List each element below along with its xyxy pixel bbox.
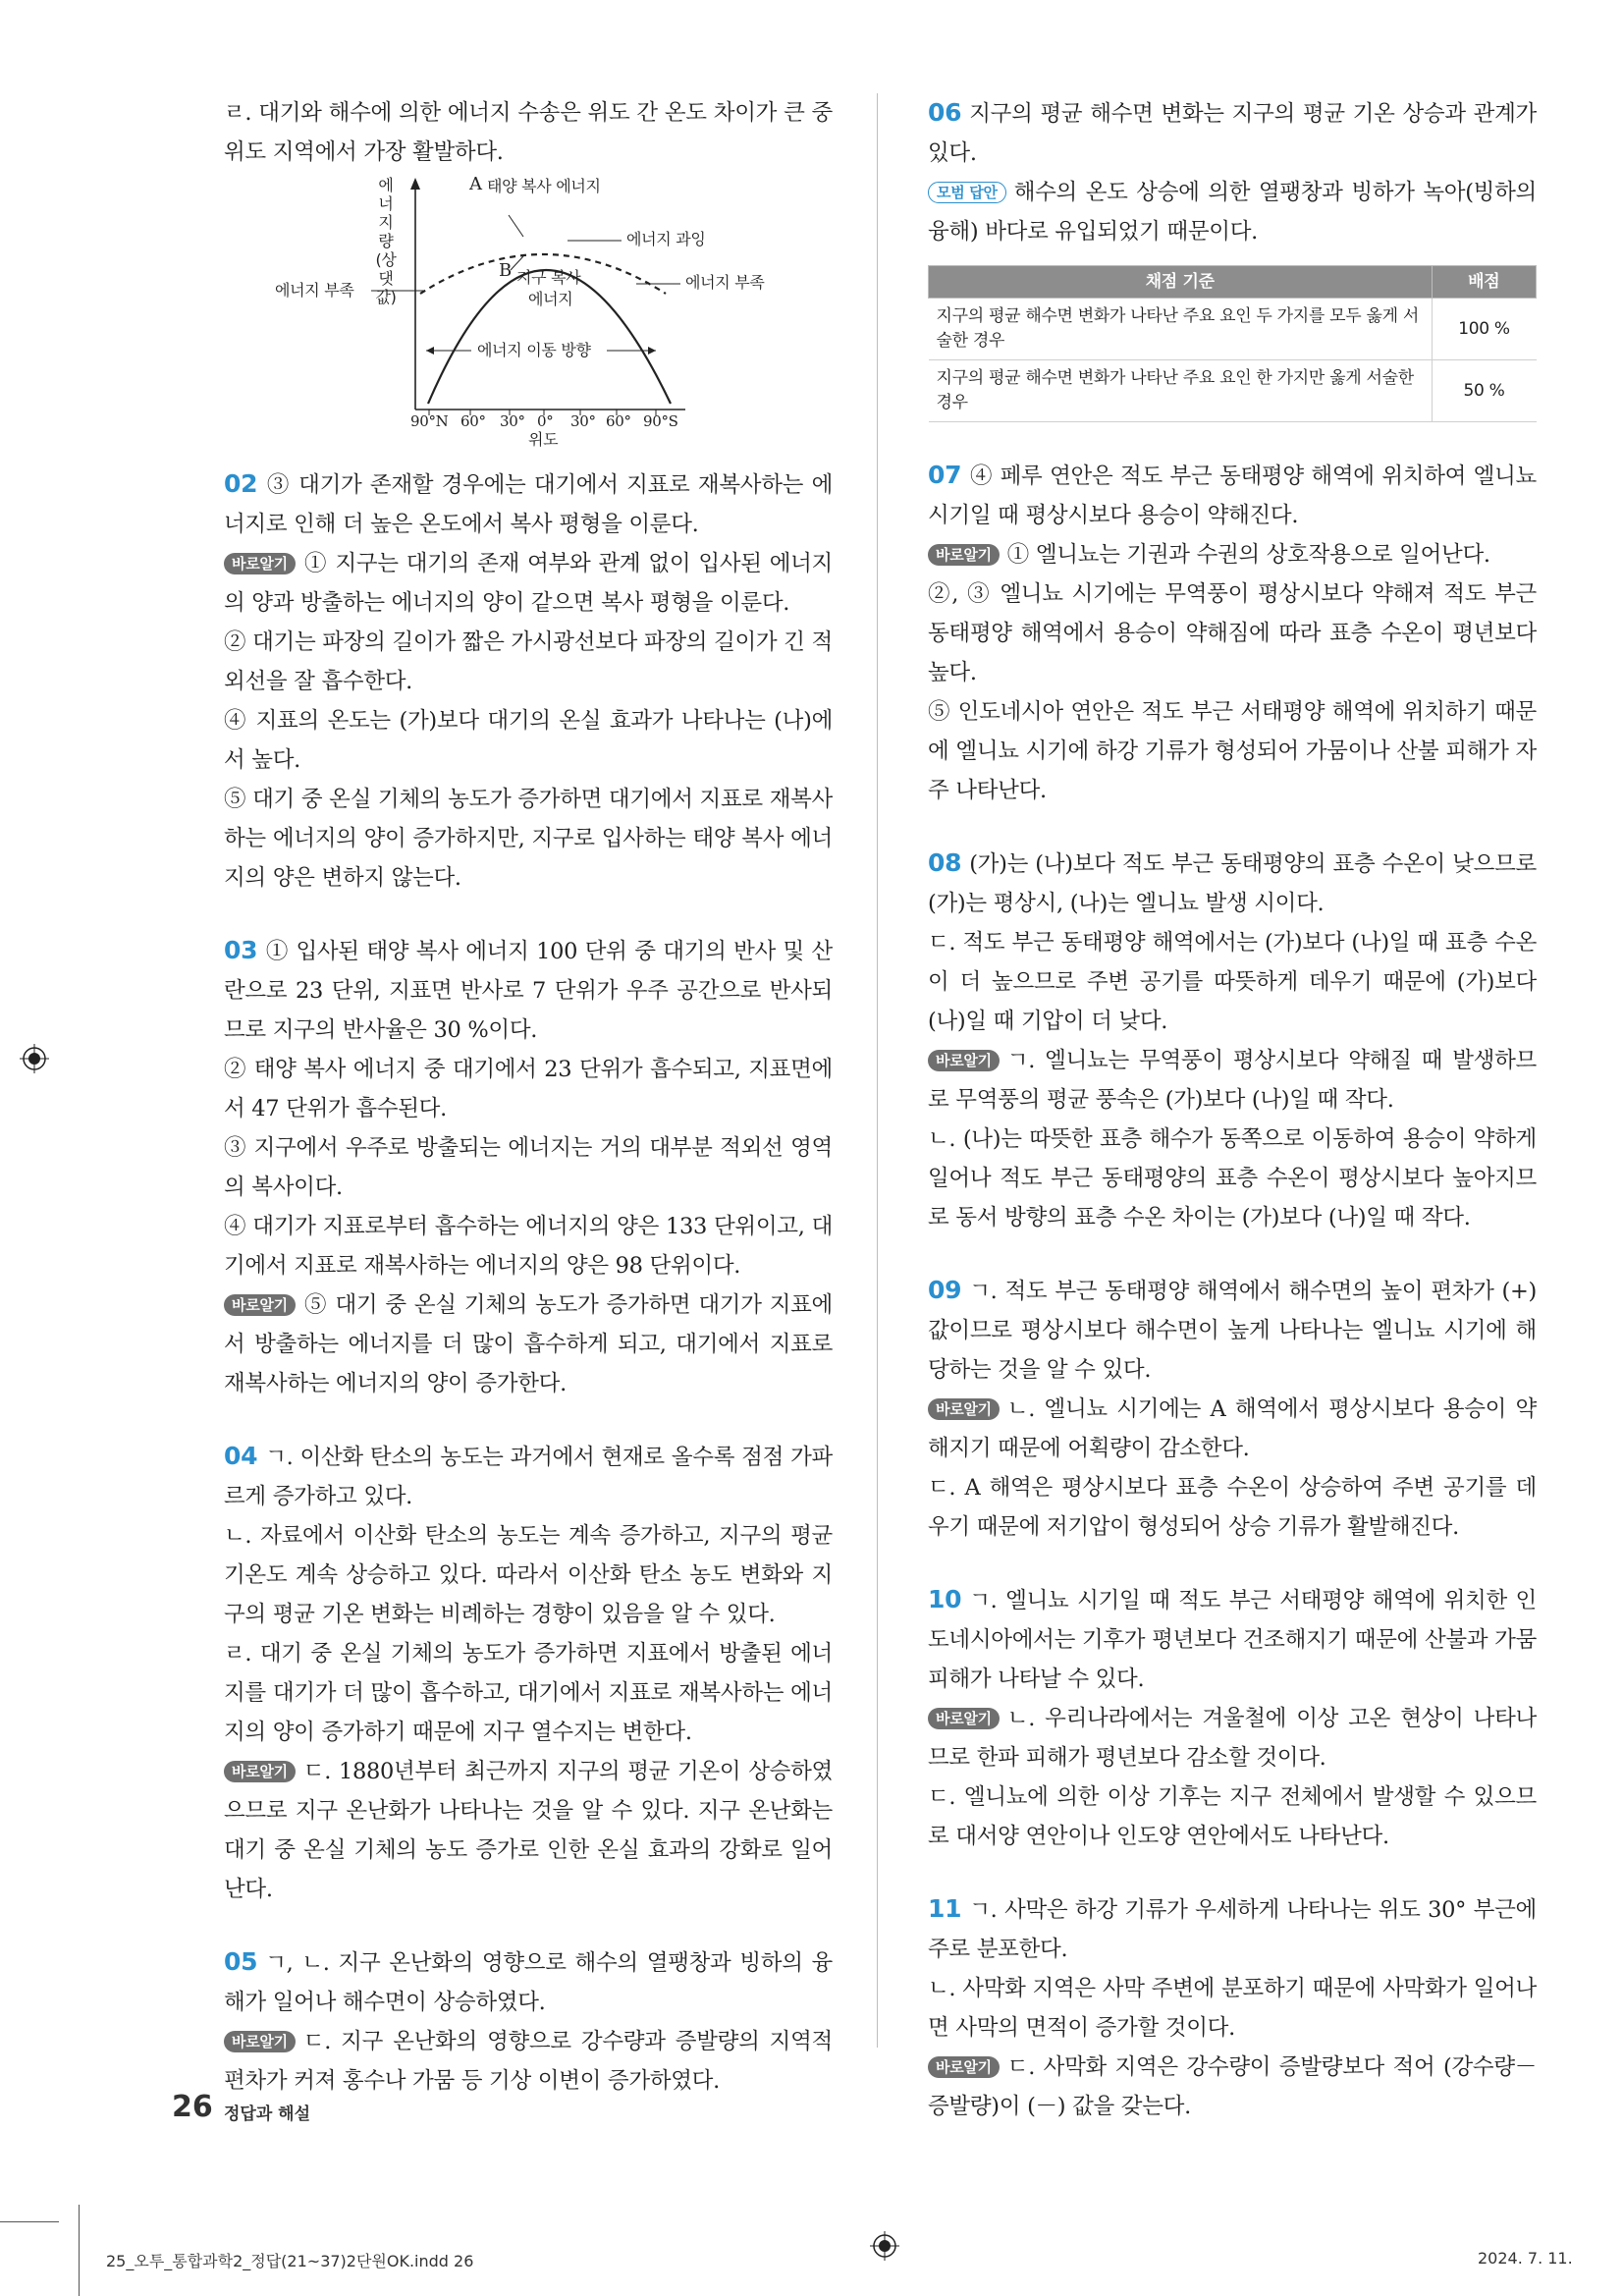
left-column — [224, 93, 833, 2101]
question-number: 05 — [224, 1947, 258, 1976]
points-cell: 50 % — [1432, 360, 1537, 422]
footer-label: 정답과 해설 — [224, 2105, 311, 2124]
slug-date: 2024. 7. 11. — [1478, 2249, 1573, 2268]
answer-text: ⑤ 인도네시아 연안은 적도 부근 서태평양 해역에 위치하기 때문에 엘니뇨 시기에 하강 기류가 형성되어 가뭄이나 산불 피해가 자주 나타난다. — [928, 699, 1537, 803]
answer-05 — [224, 1942, 833, 2101]
x-tick-label: 90°S — [643, 412, 678, 430]
answer-text: ㄷ. 엘니뇨에 의한 이상 기후는 지구 전체에서 발생할 수 있으므로 대서양 연안이나 인도양 연안에서도 나타난다. — [928, 1784, 1537, 1849]
x-tick-label: 30° — [500, 412, 525, 430]
x-tick-label: 0° — [537, 412, 554, 430]
criteria-header: 채점 기준 — [929, 266, 1433, 299]
slug-filename: 25_오투_통합과학2_정답(21~37)2단원OK.indd 26 — [106, 2252, 474, 2270]
label-b-text1: 지구 복사 — [516, 268, 581, 287]
answer-text: ② 대기는 파장의 길이가 짧은 가시광선보다 파장의 길이가 긴 적외선을 잘 흡수한다. — [224, 629, 833, 694]
x-axis-label: 위도 — [528, 430, 559, 449]
correction-tag: 바로알기 — [928, 1708, 1000, 1729]
answer-03 — [224, 931, 833, 1403]
answer-08 — [928, 844, 1537, 1237]
energy-excess-label: 에너지 과잉 — [626, 230, 706, 248]
label-a: A — [469, 174, 482, 194]
answer-text: ㄴ. 우리나라에서는 겨울철에 이상 고온 현상이 나타나므로 한파 피해가 평년보다 감소할 것이다. — [928, 1706, 1537, 1771]
answer-text: ④ 페루 연안은 적도 부근 동태평양 해역에 위치하여 엘니뇨 시기일 때 평상시보다 용승이 약해진다. — [928, 464, 1537, 528]
answer-text: ㄱ. 엘니뇨는 무역풍이 평상시보다 약해질 때 발생하므로 무역풍의 평균 풍속은 (가)보다 (나)일 때 작다. — [928, 1048, 1537, 1113]
correction-tag: 바로알기 — [224, 2031, 296, 2052]
answer-text: ① 엘니뇨는 기권과 수권의 상호작용으로 일어난다. — [1006, 542, 1490, 568]
intro-paragraph: ㄹ. 대기와 해수에 의한 에너지 수송은 위도 간 온도 차이가 큰 중위도 지역에서 가장 활발하다. — [224, 100, 833, 165]
answer-text: ㄱ. 엘니뇨 시기일 때 적도 부근 서태평양 해역에 위치한 인도네시아에서는 기후가 평년보다 건조해지기 때문에 산불과 가뭄 피해가 나타날 수 있다. — [928, 1588, 1537, 1692]
table-row — [929, 360, 1537, 422]
energy-balance-diagram — [224, 174, 833, 449]
answer-text: 해수의 온도 상승에 의한 열팽창과 빙하가 녹아(빙하의 융해) 바다로 유입되었기 때문이다. — [928, 180, 1537, 245]
y-axis-label: 에너지량(상댓값) — [375, 176, 397, 306]
table-row — [929, 299, 1537, 360]
answer-text: ㄱ. 사막은 하강 기류가 우세하게 나타나는 위도 30° 부근에 주로 분포한다. — [928, 1897, 1537, 1962]
question-number: 04 — [224, 1442, 258, 1470]
answer-text: ㄷ. 사막화 지역은 강수량이 증발량보다 적어 (강수량－증발량)이 (－) 값을 갖는다. — [928, 2054, 1537, 2119]
scoring-table — [928, 265, 1537, 422]
points-header: 배점 — [1432, 266, 1537, 299]
question-number: 09 — [928, 1276, 962, 1304]
question-number: 08 — [928, 848, 962, 877]
y-axis-arrow — [410, 178, 420, 190]
label-b: B — [499, 260, 512, 281]
answer-text: ㄴ. 자료에서 이산화 탄소의 농도는 계속 증가하고, 지구의 평균 기온도 계속 상승하고 있다. 따라서 이산화 탄소 농도 변화와 지구의 평균 기온 변화는 비례하는 경향이 있음을 알 수 있다. — [224, 1523, 833, 1627]
answer-text: ③ 대기가 존재할 경우에는 대기에서 지표로 재복사하는 에너지로 인해 더 높은 온도에서 복사 평형을 이룬다. — [224, 472, 833, 537]
answer-text: ㄷ. A 해역은 평상시보다 표층 수온이 상승하여 주변 공기를 데우기 때문에 저기압이 형성되어 상승 기류가 활발해진다. — [928, 1475, 1537, 1540]
correction-tag: 바로알기 — [224, 1294, 296, 1316]
question-number: 10 — [928, 1585, 962, 1613]
answer-text: ②, ③ 엘니뇨 시기에는 무역풍이 평상시보다 약해져 적도 부근 동태평양 해역에서 용승이 약해짐에 따라 표층 수온이 평년보다 높다. — [928, 581, 1537, 685]
energy-deficit-left-label: 에너지 부족 — [275, 281, 354, 300]
correction-tag: 바로알기 — [224, 1761, 296, 1782]
answer-11 — [928, 1889, 1537, 2126]
model-answer-tag: 모범 답안 — [928, 182, 1006, 203]
energy-transport-label: 에너지 이동 방향 — [477, 341, 591, 359]
question-number: 06 — [928, 98, 962, 127]
answer-text: ㄷ. 적도 부근 동태평양 해역에서는 (가)보다 (나)일 때 표층 수온이 더 높으므로 주변 공기를 따뜻하게 데우기 때문에 (가)보다 (나)일 때 기압이 더 낮다. — [928, 930, 1537, 1034]
correction-tag: 바로알기 — [928, 1050, 1000, 1071]
label-a-leader — [509, 215, 523, 237]
x-tick-label: 90°N — [410, 412, 449, 430]
answer-09 — [928, 1271, 1537, 1547]
answer-text: ⑤ 대기 중 온실 기체의 농도가 증가하면 대기에서 지표로 재복사하는 에너지의 양이 증가하지만, 지구로 입사하는 태양 복사 에너지의 양은 변하지 않는다. — [224, 787, 833, 891]
question-number: 03 — [224, 936, 258, 964]
correction-tag: 바로알기 — [928, 2056, 1000, 2078]
answer-02 — [224, 465, 833, 898]
question-number: 11 — [928, 1894, 962, 1923]
answer-text: 지구의 평균 해수면 변화는 지구의 평균 기온 상승과 관계가 있다. — [928, 101, 1537, 166]
answer-text: ① 지구는 대기의 존재 여부와 관계 없이 입사된 에너지의 양과 방출하는 에너지의 양이 같으면 복사 평형을 이룬다. — [224, 551, 833, 616]
x-tick-label: 60° — [460, 412, 486, 430]
answer-text: ② 태양 복사 에너지 중 대기에서 23 단위가 흡수되고, 지표면에서 47 단위가 흡수된다. — [224, 1057, 833, 1121]
answer-text: (가)는 (나)보다 적도 부근 동태평양의 표층 수온이 낮으므로 (가)는 평상시, (나)는 엘니뇨 발생 시이다. — [928, 851, 1537, 916]
label-a-text: 태양 복사 에너지 — [487, 177, 601, 195]
points-cell: 100 % — [1432, 299, 1537, 360]
label-b-text2: 에너지 — [528, 290, 573, 308]
criteria-cell: 지구의 평균 해수면 변화가 나타난 주요 요인 한 가지만 옳게 서술한 경우 — [929, 360, 1433, 422]
answer-text: ㄹ. 대기 중 온실 기체의 농도가 증가하면 지표에서 방출된 에너지를 대기가 더 많이 흡수하고, 대기에서 지표로 재복사하는 에너지의 양이 증가하기 때문에 지구 열수지는 변한다. — [224, 1641, 833, 1745]
correction-tag: 바로알기 — [224, 553, 296, 574]
answer-text: ㄱ, ㄴ. 지구 온난화의 영향으로 해수의 열팽창과 빙하의 융해가 일어나 해수면이 상승하였다. — [224, 1950, 833, 2015]
registration-mark-icon — [20, 1044, 49, 1073]
x-tick-label: 60° — [606, 412, 631, 430]
crop-mark — [79, 2205, 80, 2296]
answer-10 — [928, 1580, 1537, 1856]
answer-text: ㄷ. 1880년부터 최근까지 지구의 평균 기온이 상승하였으므로 지구 온난화가 나타나는 것을 알 수 있다. 지구 온난화는 대기 중 온실 기체의 농도 증가로 인한 온실 효과의 강화로 일어난다. — [224, 1759, 833, 1902]
answer-text: ④ 대기가 지표로부터 흡수하는 에너지의 양은 133 단위이고, 대기에서 지표로 재복사하는 에너지의 양은 98 단위이다. — [224, 1214, 833, 1279]
question-number: 07 — [928, 461, 962, 489]
answer-text: ㄷ. 지구 온난화의 영향으로 강수량과 증발량의 지역적 편차가 커져 홍수나 가뭄 등 기상 이변이 증가하였다. — [224, 2029, 833, 2094]
criteria-cell: 지구의 평균 해수면 변화가 나타난 주요 요인 두 가지를 모두 옳게 서술한 경우 — [929, 299, 1433, 360]
correction-tag: 바로알기 — [928, 1398, 1000, 1420]
answer-text: ① 입사된 태양 복사 에너지 100 단위 중 대기의 반사 및 산란으로 23 단위, 지표면 반사로 7 단위가 우주 공간으로 반사되므로 지구의 반사율은 30 %이다. — [224, 939, 833, 1043]
registration-mark-icon — [870, 2231, 899, 2261]
answer-text: ㄴ. 사막화 지역은 사막 주변에 분포하기 때문에 사막화가 일어나면 사막의 면적이 증가할 것이다. — [928, 1976, 1537, 2041]
answer-text: ㄴ. 엘니뇨 시기에는 A 해역에서 평상시보다 용승이 약해지기 때문에 어획량이 감소한다. — [928, 1396, 1537, 1461]
energy-deficit-right-label: 에너지 부족 — [685, 273, 765, 292]
answer-text: ③ 지구에서 우주로 방출되는 에너지는 거의 대부분 적외선 영역의 복사이다. — [224, 1135, 833, 1200]
correction-tag: 바로알기 — [928, 544, 1000, 566]
column-divider — [877, 93, 878, 2048]
answer-text: ㄱ. 이산화 탄소의 농도는 과거에서 현재로 올수록 점점 가파르게 증가하고 있다. — [224, 1445, 833, 1509]
answer-text: ㄴ. (나)는 따뜻한 표층 해수가 동쪽으로 이동하여 용승이 약하게 일어나 적도 부근 동태평양의 표층 수온이 평상시보다 높아지므로 동서 방향의 표층 수온 차이는 (가)보다 (나)일 때 작다. — [928, 1126, 1537, 1230]
answer-07 — [928, 456, 1537, 810]
page-number: 26 — [172, 2090, 213, 2124]
question-number: 02 — [224, 469, 258, 498]
answer-04 — [224, 1437, 833, 1909]
crop-mark — [0, 2221, 59, 2222]
right-column — [928, 93, 1537, 2126]
answer-text: ㄱ. 적도 부근 동태평양 해역에서 해수면의 높이 편차가 (+) 값이므로 평상시보다 해수면이 높게 나타나는 엘니뇨 시기에 해당하는 것을 알 수 있다. — [928, 1279, 1537, 1383]
answer-06 — [928, 93, 1537, 422]
answer-text: ⑤ 대기 중 온실 기체의 농도가 증가하면 대기가 지표에서 방출하는 에너지를 더 많이 흡수하게 되고, 대기에서 지표로 재복사하는 에너지의 양이 증가한다. — [224, 1292, 833, 1396]
answer-text: ④ 지표의 온도는 (가)보다 대기의 온실 효과가 나타나는 (나)에서 높다. — [224, 708, 833, 773]
x-tick-label: 30° — [570, 412, 596, 430]
